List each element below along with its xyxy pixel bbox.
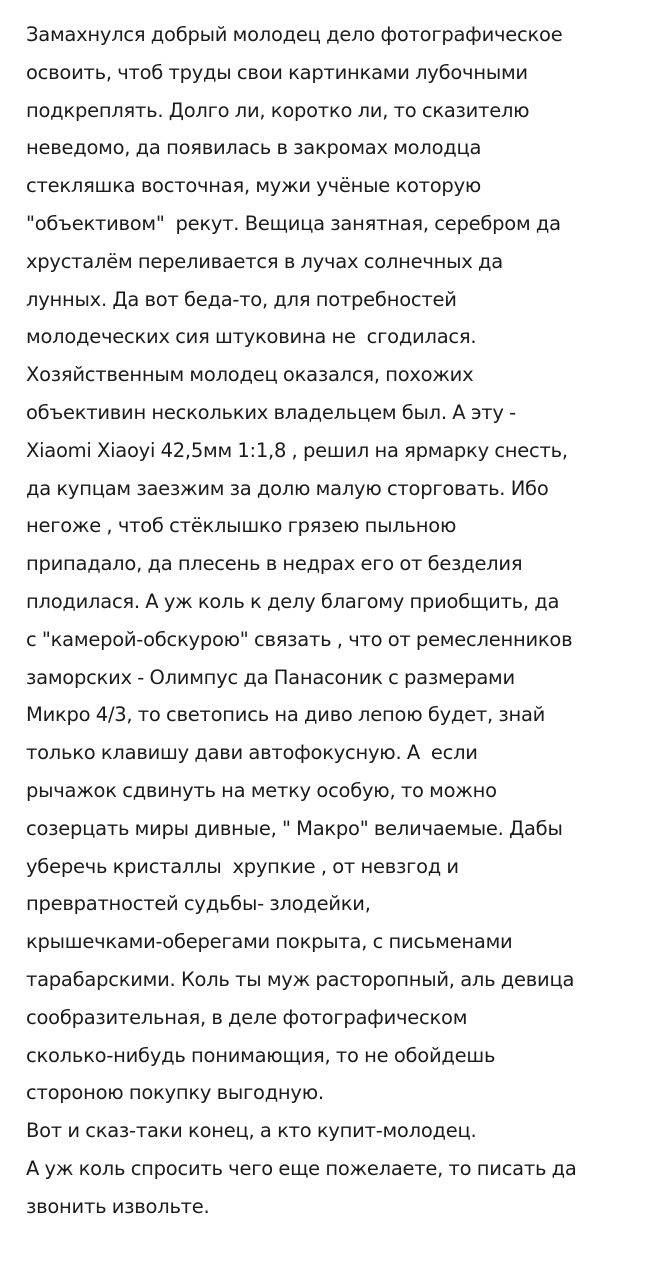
description-line: плодилася. А уж коль к делу благому приобщить, да bbox=[26, 589, 560, 613]
description-line: да купцам заезжим за долю малую сторговать. Ибо bbox=[26, 476, 549, 500]
description-line: хрусталём переливается в лучах солнечных да bbox=[26, 249, 503, 273]
description-line: созерцать миры дивные, " Макро" величаемые. Дабы bbox=[26, 816, 563, 840]
description-line: сколько-нибудь понимающия, то не обойдешь bbox=[26, 1043, 496, 1067]
description-line: превратностей судьбы- злодейки, bbox=[26, 892, 371, 916]
description-line: звонить извольте. bbox=[26, 1194, 210, 1218]
description-line: освоить, чтоб труды свои картинками лубочными bbox=[26, 60, 528, 84]
description-line: негоже , чтоб стёклышко грязею пыльною bbox=[26, 514, 457, 538]
description-line: молодеческих сия штуковина не сгодилася. bbox=[26, 325, 477, 349]
listing-description bbox=[26, 16, 651, 1226]
description-line: крышечками-оберегами покрыта, с письменами bbox=[26, 930, 513, 954]
description-line: Вот и сказ-таки конец, а кто купит-молодец. bbox=[26, 1119, 477, 1143]
description-line: лунных. Да вот беда-то, для потребностей bbox=[26, 287, 457, 311]
description-line: "объективом" рекут. Вещица занятная, серебром да bbox=[26, 211, 561, 235]
description-line: тарабарскими. Коль ты муж расторопный, аль девица bbox=[26, 967, 575, 991]
description-line: неведомо, да появилась в закромах молодца bbox=[26, 136, 482, 160]
description-line: уберечь кристаллы хрупкие , от невзгод и bbox=[26, 854, 459, 878]
description-line: стороною покупку выгодную. bbox=[26, 1081, 324, 1105]
description-line: с "камерой-обскурою" связать , что от ремесленников bbox=[26, 627, 573, 651]
description-line: заморских - Олимпус да Панасоник с размерами bbox=[26, 665, 515, 689]
description-line: припадало, да плесень в недрах его от безделия bbox=[26, 552, 523, 576]
description-line: стекляшка восточная, мужи учёные которую bbox=[26, 174, 482, 198]
description-line: А уж коль спросить чего еще пожелаете, то писать да bbox=[26, 1156, 577, 1180]
description-line: Xiaomi Xiaoyi 42,5мм 1:1,8 , решил на ярмарку снесть, bbox=[26, 438, 568, 462]
description-line: Замахнулся добрый молодец дело фотографическое bbox=[26, 23, 563, 46]
description-line: Хозяйственным молодец оказался, похожих bbox=[26, 363, 474, 387]
description-line: Микро 4/3, то светопись на диво лепою будет, знай bbox=[26, 703, 546, 727]
description-line: объективин нескольких владельцем был. А эту - bbox=[26, 400, 516, 424]
description-line: подкреплять. Долго ли, коротко ли, то сказителю bbox=[26, 98, 530, 122]
description-line: сообразительная, в деле фотографическом bbox=[26, 1005, 468, 1029]
description-line: рычажок сдвинуть на метку особую, то можно bbox=[26, 778, 497, 802]
description-line: только клавишу дави автофокусную. А если bbox=[26, 741, 478, 765]
